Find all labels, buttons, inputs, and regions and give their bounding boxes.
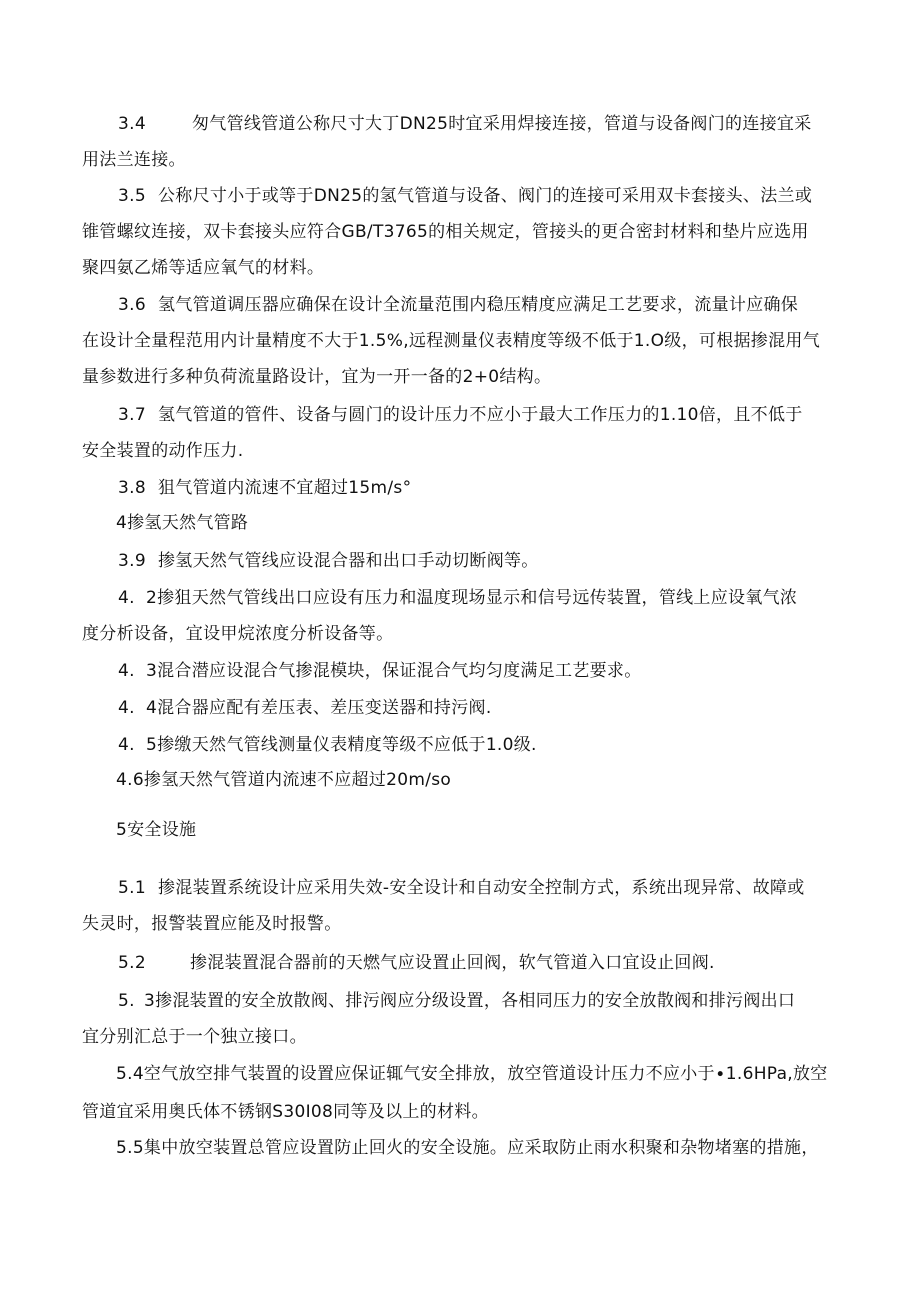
paragraph-number: 3.5 <box>118 186 146 206</box>
paragraph-text: 4混合器应配有差压表、差压变送器和持污阀. <box>146 698 492 718</box>
paragraph-text: 4.6掺氢天然气管道内流速不应超过20m∕so <box>116 770 452 790</box>
paragraph-number: 4. <box>118 661 135 681</box>
paragraph-text: 掺氢天然气管线应设混合器和出口手动切断阀等。 <box>158 551 539 571</box>
paragraph-number: 3.7 <box>118 405 146 425</box>
paragraph-text: 度分析设备，宜设甲烷浓度分析设备等。 <box>82 624 394 644</box>
paragraph-number: 3.8 <box>118 478 146 498</box>
paragraph-text: 氢气管道的管件、设备与圆门的设计压力不应小于最大工作压力的1.10倍，且不低于 <box>158 405 803 425</box>
paragraph-text: 聚四氨乙烯等适应氧气的材料。 <box>82 258 325 278</box>
paragraph-text: 锥管螺纹连接，双卡套接头应符合GB/T3765的相关规定，管接头的更合密封材料和垫片应选用 <box>82 222 809 242</box>
paragraph-text: 在设计全量程范用内计量精度不大于1.5%,远程测量仪表精度等级不低于1.O级，可根据掺混用气 <box>82 331 820 351</box>
paragraph-number: 4. <box>118 588 135 608</box>
paragraph-number: 5.1 <box>118 878 146 898</box>
paragraph-number: 3.9 <box>118 551 146 571</box>
paragraph-text: 用法兰连接。 <box>82 150 186 170</box>
paragraph-text: 狙气管道内流速不宜超过15m∕s° <box>158 478 412 498</box>
paragraph-text: 氢气管道调压器应确保在设计全流量范围内稳压精度应满足工艺要求，流量计应确保 <box>158 295 799 315</box>
paragraph-text: 2掺狙天然气管线出口应设有压力和温度现场显示和信号远传装置，管线上应设氧气浓 <box>146 588 798 608</box>
paragraph-text: 失灵时，报警装置应能及时报警。 <box>82 914 342 934</box>
section-heading-text: 5安全设施 <box>116 820 197 840</box>
paragraph-text: 5.4空气放空排气装置的设置应保证辄气安全排放，放空管道设计压力不应小于∙1.6HPa,放空 <box>116 1064 828 1084</box>
paragraph-number: 3.4 <box>118 114 146 134</box>
paragraph-text: 掺混装置系统设计应采用失效-安全设计和自动安全控制方式，系统出现异常、故障或 <box>158 878 805 898</box>
paragraph-text: 管道宜采用奥氏体不锈钢S30I08同等及以上的材料。 <box>82 1102 489 1122</box>
paragraph-text: 公称尺寸小于或等于DN25的氢气管道与设备、阀门的连接可采用双卡套接头、法兰或 <box>158 186 813 206</box>
paragraph-text: 量参数进行多种负荷流量路设计，宜为一开一备的2+0结构。 <box>82 367 552 387</box>
paragraph-text: 5掺缴天然气管线测量仪表精度等级不应低于1.0级. <box>146 735 537 755</box>
section-heading-text: 4掺氢天然气管路 <box>116 513 249 533</box>
paragraph-number: 3.6 <box>118 295 146 315</box>
paragraph-number: 4. <box>118 698 135 718</box>
paragraph-text: 匆气管线管道公称尺寸大丁DN25时宜采用焊接连接，管道与设备阀门的连接宜采 <box>192 114 812 134</box>
paragraph-number: 4. <box>118 735 135 755</box>
paragraph-text: 3掺混装置的安全放散阀、排污阀应分级设置，各相同压力的安全放散阀和排污阀出口 <box>144 991 796 1011</box>
paragraph-number: 5. <box>118 991 135 1011</box>
paragraph-text: 5.5集中放空装置总管应设置防止回火的安全设施。应采取防止雨水积聚和杂物堵塞的措施， <box>116 1138 819 1158</box>
paragraph-text: 宜分别汇总于一个独立接口。 <box>82 1027 307 1047</box>
paragraph-number: 5.2 <box>118 953 146 973</box>
paragraph-text: 安全装置的动作压力. <box>82 441 244 461</box>
paragraph-text: 掺混装置混合器前的天燃气应设置止回阀，软气管道入口宜设止回阀. <box>190 953 715 973</box>
paragraph-text: 3混合潜应设混合气掺混模块，保证混合气均匀度满足工艺要求。 <box>146 661 642 681</box>
